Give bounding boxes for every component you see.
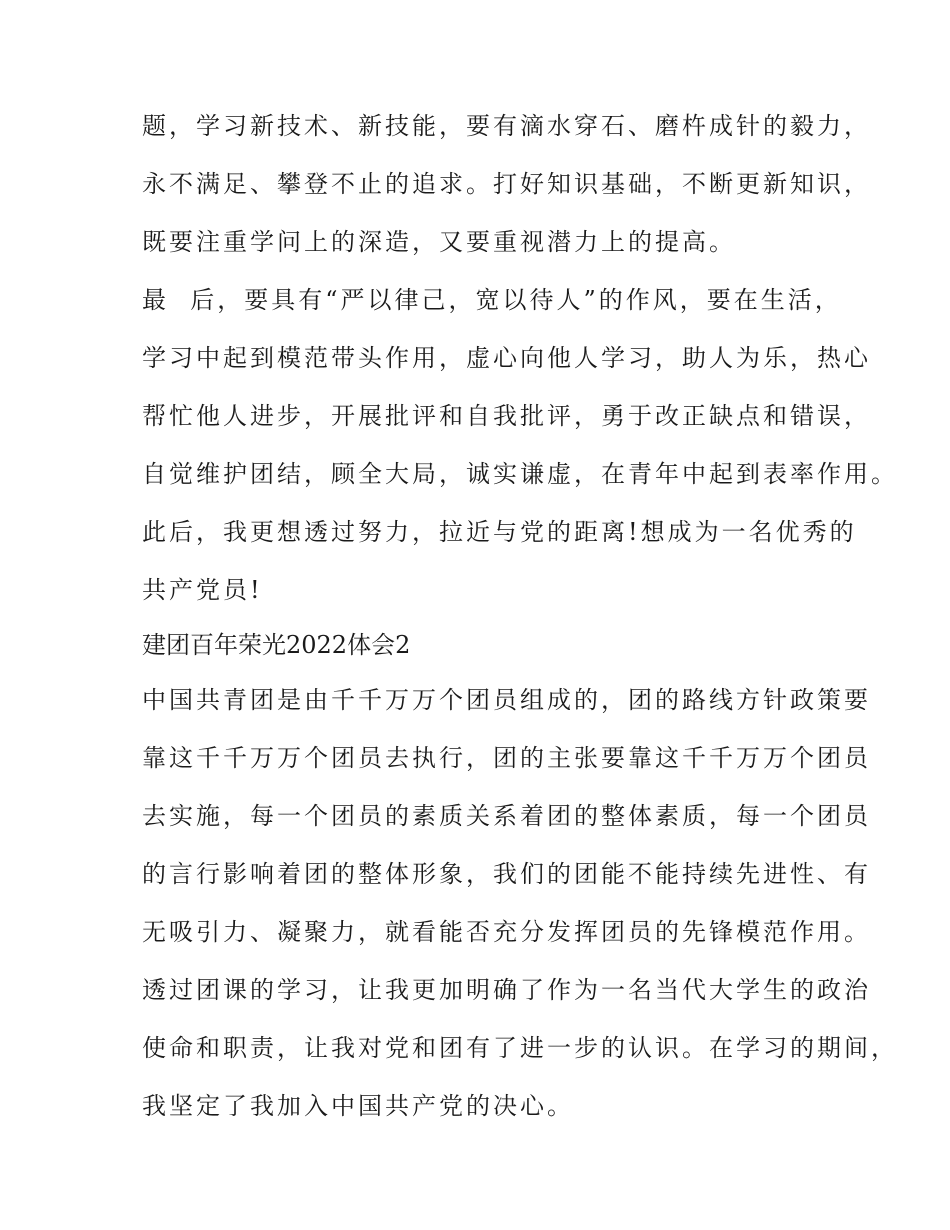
text-line: 永不满足、攀登不止的追求。打好知识基础，不断更新知识，	[142, 170, 871, 198]
text-line: 中国共青团是由千千万万个团员组成的，团的路线方针政策要	[142, 686, 871, 714]
text-line: 透过团课的学习，让我更加明确了作为一名当代大学生的政治	[142, 976, 871, 1004]
text-line: 既要注重学问上的深造，又要重视潜力上的提高。	[142, 228, 736, 256]
text-line: 去实施，每一个团员的素质关系着团的整体素质，每一个团员	[142, 802, 871, 830]
text-line: 自觉维护团结，顾全大局，诚实谦虚，在青年中起到表率作用。	[142, 460, 898, 488]
section-heading	[142, 622, 842, 677]
text-line: 靠这千千万万个团员去执行，团的主张要靠这千千万万个团员	[142, 744, 871, 772]
paragraph	[142, 103, 871, 277]
paragraph	[142, 277, 898, 622]
heading-line: 建团百年荣光2022体会2	[142, 631, 411, 659]
paragraph	[142, 967, 898, 1141]
document-body	[142, 103, 898, 1141]
text-line: 无吸引力、凝聚力，就看能否充分发挥团员的先锋模范作用。	[142, 918, 871, 946]
text-line: 帮忙他人进步，开展批评和自我批评，勇于改正缺点和错误，	[142, 402, 871, 430]
paragraph	[142, 677, 871, 967]
text-line: 共产党员!	[142, 576, 263, 604]
text-line: 的言行影响着团的整体形象，我们的团能不能持续先进性、有	[142, 860, 871, 888]
text-line: 我坚定了我加入中国共产党的决心。	[142, 1092, 574, 1120]
text-line: 此后，我更想透过努力，拉近与党的距离!想成为一名优秀的	[142, 518, 857, 546]
text-line: 使命和职责，让我对党和团有了进一步的认识。在学习的期间，	[142, 1034, 898, 1062]
text-line: 题，学习新技术、新技能，要有滴水穿石、磨杵成针的毅力，	[142, 112, 871, 140]
text-line: 学习中起到模范带头作用，虚心向他人学习，助人为乐，热心	[142, 344, 871, 372]
text-line: 最 后，要具有“严以律己，宽以待人”的作风，要在生活，	[142, 286, 842, 314]
